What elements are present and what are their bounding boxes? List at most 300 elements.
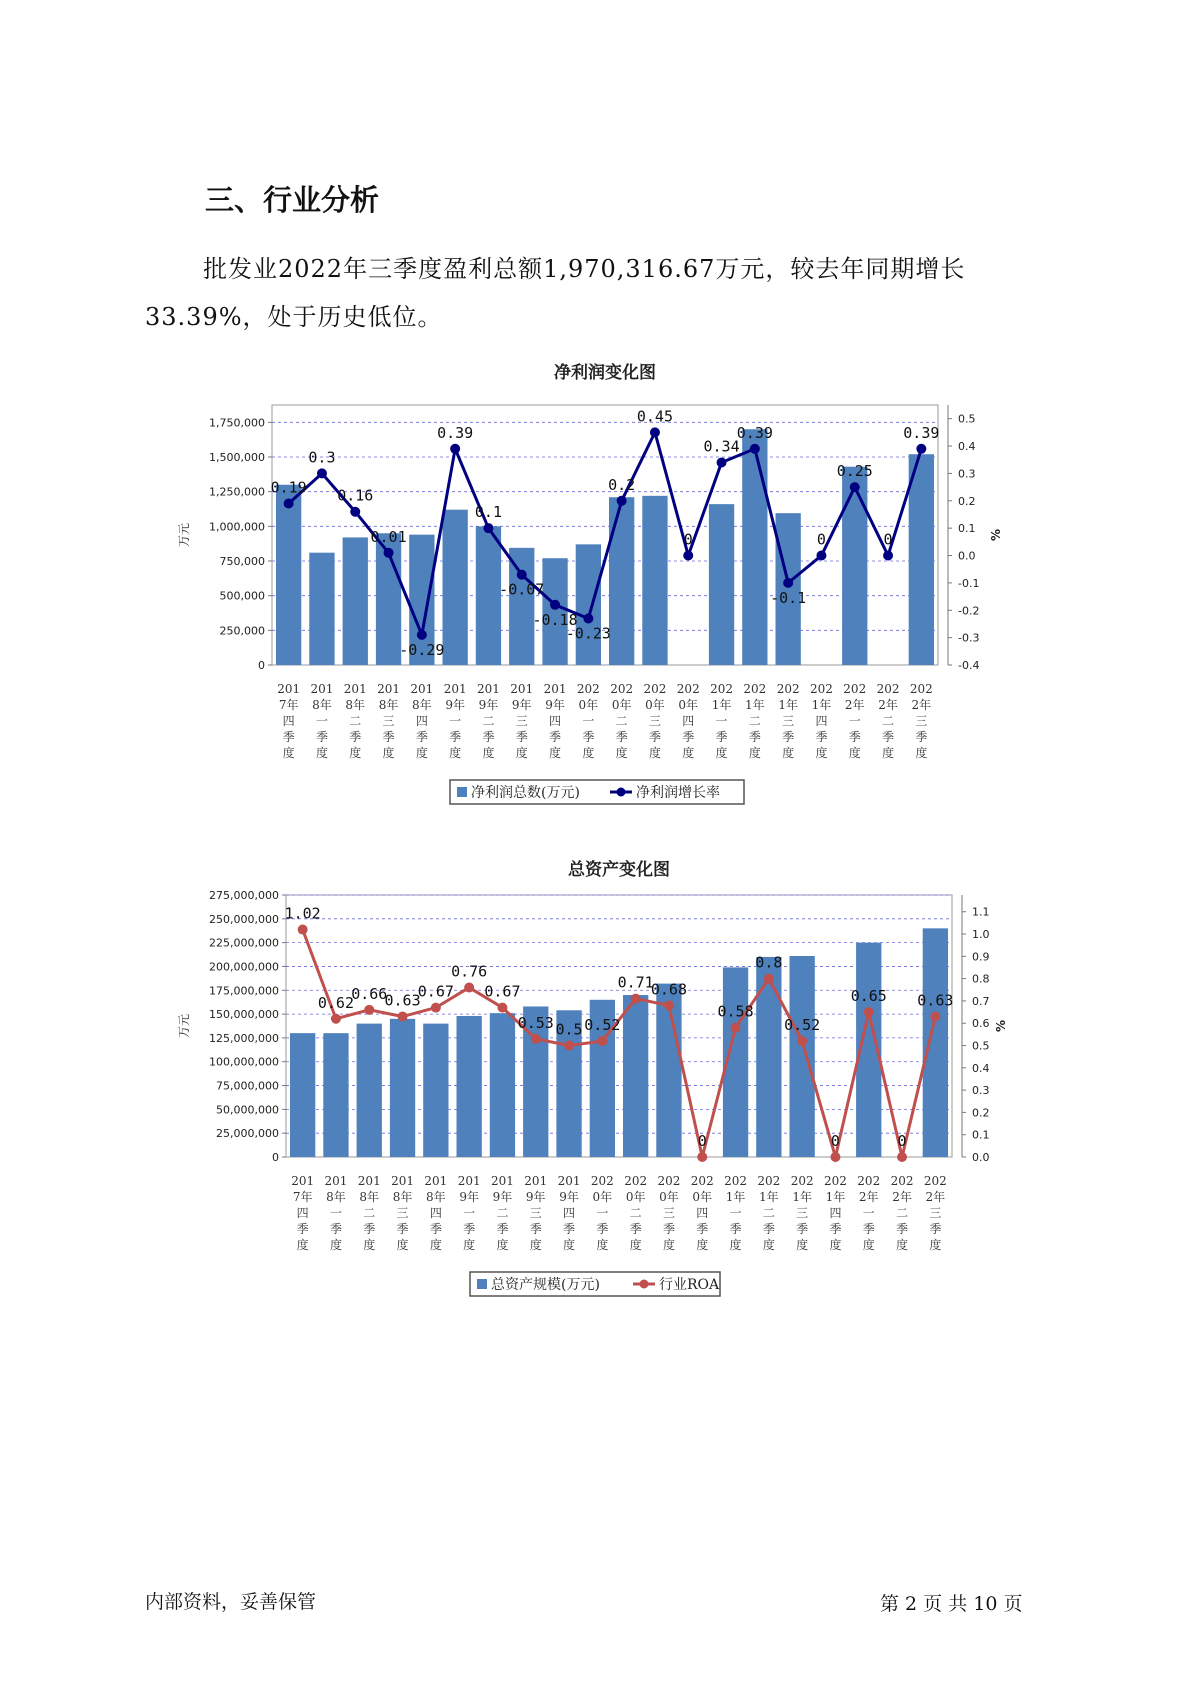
- x-tick-label: 201: [391, 1174, 415, 1188]
- y-tick-label: 1,750,000: [209, 416, 265, 430]
- x-tick-label: 季: [682, 730, 695, 744]
- line-point: [883, 551, 893, 561]
- x-tick-label: 8年: [378, 698, 399, 712]
- x-tick-label: 度: [796, 1238, 809, 1252]
- x-tick-label: 一: [582, 714, 595, 728]
- x-tick-label: 度: [648, 746, 661, 760]
- y2-tick-label: 0.5: [972, 1039, 990, 1053]
- x-tick-label: 202: [610, 682, 634, 696]
- bar: [756, 957, 781, 1157]
- x-tick-label: 季: [748, 730, 761, 744]
- line-point: [417, 630, 427, 640]
- data-label: 0.52: [784, 1016, 821, 1035]
- x-tick-label: 季: [648, 730, 661, 744]
- line-point: [550, 600, 560, 610]
- x-tick-label: 四: [682, 714, 695, 728]
- x-tick-label: 一: [848, 714, 861, 728]
- total-assets-chart: [0, 855, 1191, 1315]
- x-tick-label: 1年: [825, 1190, 846, 1204]
- x-tick-label: 季: [382, 730, 395, 744]
- data-label: 0: [683, 530, 693, 549]
- x-tick-label: 度: [662, 1238, 675, 1252]
- x-tick-label: 三: [796, 1206, 809, 1220]
- x-tick-label: 度: [415, 746, 428, 760]
- x-tick-label: 二: [482, 714, 495, 728]
- data-label: -0.1: [770, 588, 807, 607]
- x-tick-label: 0年: [578, 698, 599, 712]
- x-tick-label: 9年: [459, 1190, 479, 1204]
- x-tick-label: 季: [762, 1222, 775, 1236]
- data-label: 0.01: [370, 527, 407, 546]
- data-label: 0.68: [650, 980, 688, 999]
- y2-tick-label: 1.1: [972, 905, 990, 919]
- x-tick-label: 度: [882, 746, 895, 760]
- x-tick-label: 度: [382, 746, 395, 760]
- data-label: 0.65: [850, 987, 887, 1006]
- x-tick-label: 9年: [525, 1190, 546, 1204]
- x-tick-label: 一: [862, 1206, 875, 1220]
- x-tick-label: 度: [315, 746, 328, 760]
- x-tick-label: 201: [324, 1174, 348, 1188]
- y-tick-label: 0: [272, 1151, 279, 1164]
- net-profit-chart: [0, 330, 1191, 810]
- x-tick-label: 二: [496, 1206, 509, 1220]
- x-tick-label: 201: [377, 682, 401, 696]
- legend-bar-swatch: [457, 787, 467, 797]
- line-point: [650, 427, 660, 437]
- x-tick-label: 8年: [426, 1190, 446, 1204]
- y-tick-label: 750,000: [219, 555, 265, 568]
- y2-tick-label: 0.7: [972, 994, 990, 1008]
- legend-bar-swatch: [477, 1279, 487, 1289]
- y2-tick-label: -0.2: [958, 604, 980, 618]
- x-tick-label: 201: [476, 682, 500, 696]
- data-label: 0.1: [474, 503, 502, 522]
- x-tick-label: 季: [848, 730, 861, 744]
- data-label: 0: [830, 1132, 840, 1150]
- net-profit-chart-svg: [0, 330, 1191, 810]
- y2-tick-label: 0.1: [972, 1128, 990, 1142]
- line-point: [384, 548, 394, 558]
- y2-tick-label: -0.1: [958, 576, 980, 590]
- x-tick-label: 四: [415, 714, 428, 728]
- x-tick-label: 季: [615, 730, 628, 744]
- x-tick-label: 季: [715, 730, 728, 744]
- x-tick-label: 202: [776, 682, 800, 696]
- line-point: [298, 925, 308, 935]
- x-tick-label: 1年: [711, 698, 732, 712]
- data-label: 0.25: [836, 462, 873, 481]
- x-tick-label: 季: [449, 730, 462, 744]
- x-tick-label: 度: [682, 746, 695, 760]
- x-tick-label: 201: [524, 1174, 548, 1188]
- x-tick-label: 三: [648, 714, 661, 728]
- x-tick-label: 度: [582, 746, 595, 760]
- y-tick-label: 100,000,000: [209, 1055, 279, 1069]
- x-tick-label: 9年: [445, 698, 465, 712]
- x-tick-label: 9年: [478, 698, 499, 712]
- x-tick-label: 二: [748, 714, 761, 728]
- x-tick-label: 四: [429, 1206, 442, 1220]
- y2-tick-label: 0.3: [972, 1084, 990, 1098]
- y-tick-label: 25,000,000: [216, 1127, 279, 1141]
- line-point: [531, 1034, 541, 1044]
- data-label: 0.58: [717, 1002, 754, 1021]
- x-tick-label: 三: [382, 714, 395, 728]
- legend-line-marker: [640, 1280, 649, 1289]
- y-tick-label: 250,000,000: [209, 912, 279, 926]
- line-point: [350, 507, 360, 517]
- y-tick-label: 1,000,000: [209, 520, 265, 534]
- x-tick-label: 202: [809, 682, 833, 696]
- x-tick-label: 度: [363, 1238, 376, 1252]
- data-label: 0: [883, 530, 893, 549]
- x-tick-label: 8年: [326, 1190, 346, 1204]
- line-point: [750, 444, 760, 454]
- chart-title: 总资产变化图: [568, 860, 670, 880]
- x-tick-label: 8年: [345, 698, 366, 712]
- line-point: [631, 994, 641, 1004]
- x-tick-label: 度: [715, 746, 728, 760]
- line-point: [564, 1041, 574, 1051]
- x-tick-label: 季: [815, 730, 828, 744]
- line-point: [850, 482, 860, 492]
- x-tick-label: 202: [790, 1174, 814, 1188]
- y-tick-label: 125,000,000: [209, 1031, 279, 1045]
- data-label: 0.39: [736, 423, 773, 442]
- x-tick-label: 9年: [559, 1190, 579, 1204]
- y-tick-label: 75,000,000: [216, 1079, 279, 1093]
- line-point: [930, 1012, 940, 1022]
- line-point: [916, 444, 926, 454]
- data-label: 0.45: [636, 407, 674, 426]
- x-tick-label: 季: [282, 730, 295, 744]
- data-label: -0.18: [532, 610, 578, 629]
- x-tick-label: 季: [363, 1222, 376, 1236]
- y2-tick-label: 0.2: [972, 1106, 990, 1120]
- y2-tick-label: 0.8: [972, 972, 990, 986]
- y-tick-label: 150,000,000: [209, 1008, 279, 1022]
- x-tick-label: 2年: [911, 698, 932, 712]
- x-tick-label: 9年: [511, 698, 532, 712]
- x-tick-label: 202: [857, 1174, 881, 1188]
- x-tick-label: 201: [543, 682, 567, 696]
- x-tick-label: 度: [463, 1238, 476, 1252]
- data-label: 0.52: [584, 1016, 621, 1035]
- data-label: 0.16: [337, 486, 374, 505]
- line-point: [897, 1152, 907, 1162]
- line-point: [431, 1003, 441, 1013]
- x-tick-label: 二: [349, 714, 362, 728]
- line-point: [331, 1014, 341, 1024]
- y-tick-label: 0: [258, 659, 265, 672]
- section-heading: 三、行业分析: [205, 183, 380, 217]
- y2-tick-label: 0.1: [958, 522, 976, 536]
- x-tick-label: 202: [710, 682, 734, 696]
- y2-tick-label: 0.4: [972, 1061, 990, 1075]
- x-tick-label: 201: [457, 1174, 481, 1188]
- x-tick-label: 202: [843, 682, 867, 696]
- data-label: 0.67: [417, 982, 454, 1001]
- x-tick-label: 季: [629, 1222, 642, 1236]
- data-label: 0.5: [555, 1020, 583, 1039]
- x-tick-label: 季: [549, 730, 562, 744]
- x-tick-label: 1年: [725, 1190, 746, 1204]
- y2-tick-label: 0.9: [972, 950, 990, 964]
- summary-paragraph: 批发业2022年三季度盈利总额1,970,316.67万元，较去年同期增长33.39%，处于历史低位。: [145, 255, 966, 331]
- x-tick-label: 1年: [778, 698, 798, 712]
- x-tick-label: 季: [496, 1222, 509, 1236]
- line-point: [683, 551, 693, 561]
- y2-tick-label: 0.5: [958, 412, 976, 426]
- x-tick-label: 季: [296, 1222, 309, 1236]
- bar: [709, 504, 734, 665]
- x-tick-label: 二: [615, 714, 628, 728]
- footer-confidential-note: 内部资料，妥善保管: [145, 1591, 317, 1613]
- x-tick-label: 0年: [692, 1190, 713, 1204]
- x-tick-label: 202: [676, 682, 700, 696]
- bar: [309, 553, 334, 665]
- line-point: [830, 1152, 840, 1162]
- x-tick-label: 一: [463, 1206, 476, 1220]
- legend-bar-label: 净利润总数(万元): [471, 785, 580, 801]
- x-tick-label: 季: [429, 1222, 442, 1236]
- y-tick-label: 225,000,000: [209, 936, 279, 950]
- footer-page-number: 第 2 页 共 10 页: [880, 1593, 1023, 1615]
- data-label: 0.66: [351, 984, 388, 1003]
- x-tick-label: 季: [862, 1222, 875, 1236]
- x-tick-label: 季: [882, 730, 895, 744]
- line-point: [398, 1012, 408, 1022]
- bar: [923, 928, 948, 1157]
- x-tick-label: 三: [529, 1206, 542, 1220]
- x-tick-label: 0年: [645, 698, 665, 712]
- x-tick-label: 度: [729, 1238, 742, 1252]
- total-assets-chart-svg: [0, 855, 1191, 1315]
- line-point: [464, 983, 474, 993]
- x-tick-label: 度: [782, 746, 795, 760]
- x-tick-label: 0年: [659, 1190, 679, 1204]
- x-tick-label: 202: [624, 1174, 648, 1188]
- x-tick-label: 度: [762, 1238, 775, 1252]
- x-tick-label: 二: [363, 1206, 376, 1220]
- x-tick-label: 季: [349, 730, 362, 744]
- x-tick-label: 度: [549, 746, 562, 760]
- y2-tick-label: 0.3: [958, 467, 976, 481]
- x-tick-label: 季: [829, 1222, 842, 1236]
- x-tick-label: 度: [815, 746, 828, 760]
- x-tick-label: 202: [690, 1174, 714, 1188]
- data-label: 0.63: [384, 991, 421, 1010]
- y2-tick-label: 0.0: [958, 549, 976, 563]
- line-point: [364, 1005, 374, 1015]
- x-tick-label: 度: [449, 746, 462, 760]
- x-tick-label: 202: [576, 682, 600, 696]
- line-point: [797, 1036, 807, 1046]
- x-tick-label: 2年: [892, 1190, 912, 1204]
- y-axis-label: 万元: [177, 1013, 191, 1039]
- x-tick-label: 季: [662, 1222, 675, 1236]
- x-tick-label: 度: [748, 746, 761, 760]
- x-tick-label: 8年: [312, 698, 332, 712]
- y2-tick-label: 0.6: [972, 1017, 990, 1031]
- line-point: [317, 468, 327, 478]
- x-tick-label: 度: [915, 746, 928, 760]
- x-tick-label: 季: [582, 730, 595, 744]
- bar: [742, 429, 767, 665]
- y-tick-label: 50,000,000: [216, 1103, 279, 1117]
- line-point: [697, 1152, 707, 1162]
- y2-axis-label: %: [989, 528, 1003, 542]
- x-tick-label: 201: [343, 682, 367, 696]
- x-tick-label: 季: [315, 730, 328, 744]
- x-tick-label: 202: [643, 682, 667, 696]
- x-tick-label: 季: [782, 730, 795, 744]
- bar: [576, 544, 601, 665]
- x-tick-label: 季: [896, 1222, 909, 1236]
- x-tick-label: 季: [563, 1222, 576, 1236]
- y-tick-label: 275,000,000: [209, 889, 279, 902]
- data-label: -0.23: [565, 624, 611, 643]
- x-tick-label: 一: [715, 714, 728, 728]
- x-tick-label: 201: [424, 1174, 448, 1188]
- x-tick-label: 度: [563, 1238, 576, 1252]
- bar: [442, 510, 467, 665]
- x-tick-label: 度: [496, 1238, 509, 1252]
- y2-tick-label: 0.2: [958, 494, 976, 508]
- bar: [357, 1024, 382, 1157]
- data-label: 0.34: [703, 437, 740, 456]
- y-tick-label: 1,250,000: [209, 485, 265, 499]
- x-tick-label: 201: [557, 1174, 581, 1188]
- bar: [909, 454, 934, 665]
- x-tick-label: 季: [596, 1222, 609, 1236]
- x-tick-label: 四: [296, 1206, 309, 1220]
- x-tick-label: 季: [729, 1222, 742, 1236]
- data-label: 0.63: [917, 991, 954, 1010]
- legend-line-label: 净利润增长率: [636, 785, 720, 801]
- chart-title: 净利润变化图: [554, 363, 656, 383]
- x-tick-label: 一: [315, 714, 328, 728]
- bar: [789, 956, 814, 1157]
- x-tick-label: 二: [896, 1206, 909, 1220]
- x-tick-label: 201: [291, 1174, 315, 1188]
- x-tick-label: 1年: [745, 698, 765, 712]
- x-tick-label: 三: [396, 1206, 409, 1220]
- y-tick-label: 250,000: [219, 624, 265, 638]
- bar: [476, 526, 501, 665]
- bar: [390, 1019, 415, 1157]
- x-tick-label: 三: [929, 1206, 942, 1220]
- x-tick-label: 2年: [844, 698, 865, 712]
- data-label: 0.67: [484, 982, 521, 1001]
- x-tick-label: 二: [882, 714, 895, 728]
- data-label: -0.07: [499, 580, 545, 599]
- x-tick-label: 202: [823, 1174, 847, 1188]
- x-tick-label: 1年: [792, 1190, 812, 1204]
- x-tick-label: 1年: [759, 1190, 779, 1204]
- x-tick-label: 一: [596, 1206, 609, 1220]
- x-tick-label: 度: [515, 746, 528, 760]
- x-tick-label: 9年: [545, 698, 565, 712]
- bar: [609, 497, 634, 665]
- x-tick-label: 度: [429, 1238, 442, 1252]
- x-tick-label: 8年: [359, 1190, 380, 1204]
- line-point: [731, 1023, 741, 1033]
- x-tick-label: 2年: [858, 1190, 879, 1204]
- data-label: 0: [897, 1132, 907, 1150]
- x-tick-label: 三: [662, 1206, 675, 1220]
- x-tick-label: 四: [549, 714, 562, 728]
- x-tick-label: 度: [349, 746, 362, 760]
- x-tick-label: 季: [329, 1222, 342, 1236]
- x-tick-label: 季: [482, 730, 495, 744]
- line-point: [664, 1000, 674, 1010]
- legend-line-label: 行业ROA: [659, 1277, 720, 1293]
- x-tick-label: 7年: [278, 698, 299, 712]
- x-tick-label: 度: [296, 1238, 309, 1252]
- x-tick-label: 0年: [611, 698, 632, 712]
- line-point: [783, 578, 793, 588]
- line-point: [517, 570, 527, 580]
- bar: [276, 485, 301, 665]
- x-tick-label: 201: [277, 682, 301, 696]
- x-tick-label: 季: [396, 1222, 409, 1236]
- x-tick-label: 201: [510, 682, 534, 696]
- x-tick-label: 202: [923, 1174, 947, 1188]
- x-tick-label: 季: [796, 1222, 809, 1236]
- x-tick-label: 季: [463, 1222, 476, 1236]
- x-tick-label: 季: [515, 730, 528, 744]
- x-tick-label: 202: [724, 1174, 748, 1188]
- data-label: 0.76: [451, 962, 488, 981]
- x-tick-label: 度: [282, 746, 295, 760]
- x-tick-label: 度: [596, 1238, 609, 1252]
- data-label: 0.39: [903, 423, 940, 442]
- bar: [423, 1024, 448, 1157]
- x-tick-label: 四: [696, 1206, 709, 1220]
- line-point: [583, 613, 593, 623]
- x-tick-label: 2年: [925, 1190, 946, 1204]
- y2-tick-label: -0.3: [958, 631, 980, 645]
- bar: [490, 1013, 515, 1157]
- x-tick-label: 季: [415, 730, 428, 744]
- x-tick-label: 一: [329, 1206, 342, 1220]
- data-label: 0.71: [617, 973, 654, 992]
- data-label: 0.62: [317, 993, 355, 1012]
- x-tick-label: 0年: [592, 1190, 613, 1204]
- x-tick-label: 202: [890, 1174, 914, 1188]
- x-tick-label: 1年: [811, 698, 832, 712]
- legend-line-marker: [617, 788, 626, 797]
- line-point: [617, 496, 627, 506]
- x-tick-label: 201: [310, 682, 334, 696]
- x-tick-label: 201: [443, 682, 467, 696]
- x-tick-label: 202: [743, 682, 767, 696]
- line-point: [717, 457, 727, 467]
- data-label: 0.3: [308, 448, 336, 467]
- x-tick-label: 2年: [878, 698, 898, 712]
- line-point: [483, 523, 493, 533]
- data-label: 0: [697, 1132, 707, 1150]
- line-point: [864, 1007, 874, 1017]
- y-tick-label: 500,000: [219, 589, 265, 603]
- bar: [509, 548, 534, 665]
- x-tick-label: 8年: [412, 698, 432, 712]
- y-tick-label: 200,000,000: [209, 960, 279, 974]
- x-tick-label: 度: [862, 1238, 875, 1252]
- x-tick-label: 度: [848, 746, 861, 760]
